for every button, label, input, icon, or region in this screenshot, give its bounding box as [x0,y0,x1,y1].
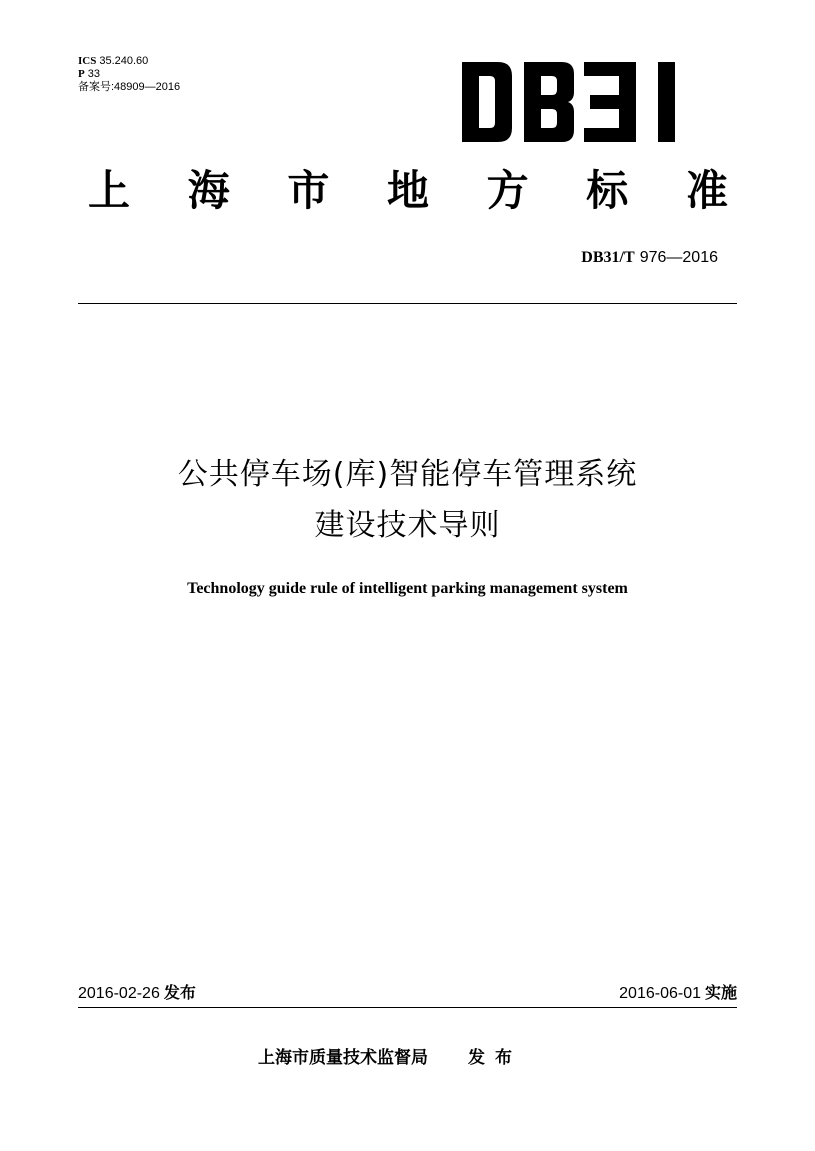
registration-number: 备案号:48909—2016 [78,81,181,93]
logo-letter-d [462,62,512,142]
standard-number-value: 976—2016 [639,249,718,266]
ccs-code-row [78,68,180,81]
ccs-label: P [78,68,85,80]
standard-type-char: 地 [386,166,429,215]
standard-type-char: 准 [685,166,728,215]
registration-row [78,81,180,94]
publish-date-word: 发布 [163,983,196,1002]
implement-date-word: 实施 [704,983,737,1002]
implement-date [619,983,737,1004]
document-title-line-2: 建设技术导则 [314,508,501,543]
logo-digit-1 [658,62,675,142]
ics-label: ICS [78,55,97,67]
bottom-divider [78,1007,737,1008]
ics-value: 35.240.60 [99,55,149,67]
standard-type-char: 上 [88,166,131,215]
standard-type-heading [88,166,728,216]
english-title: Technology guide rule of intelligent parking management system [187,580,628,597]
top-divider [78,303,737,304]
logo-digit-3 [584,62,636,142]
standard-type-char: 海 [187,166,230,215]
standard-type-char: 市 [287,166,330,215]
db31-logo [462,62,690,142]
implement-date-value: 2016-06-01 [619,985,701,1002]
logo-letter-b [524,62,574,142]
document-metadata [78,55,180,94]
issuing-authority [258,1047,522,1069]
publish-date-value: 2016-02-26 [78,985,160,1002]
publish-date [78,983,196,1004]
issuer-name: 上海市质量技术监督局 [258,1048,428,1068]
issuer-action: 发布 [468,1048,522,1068]
standard-type-char: 标 [586,166,629,215]
document-title-line-1: 公共停车场(库)智能停车管理系统 [177,457,638,492]
standard-number-prefix: DB31/T [581,249,635,266]
ccs-value: 33 [87,68,100,80]
ics-code-row [78,55,180,68]
standard-number [581,247,718,268]
standard-type-char: 方 [486,166,529,215]
